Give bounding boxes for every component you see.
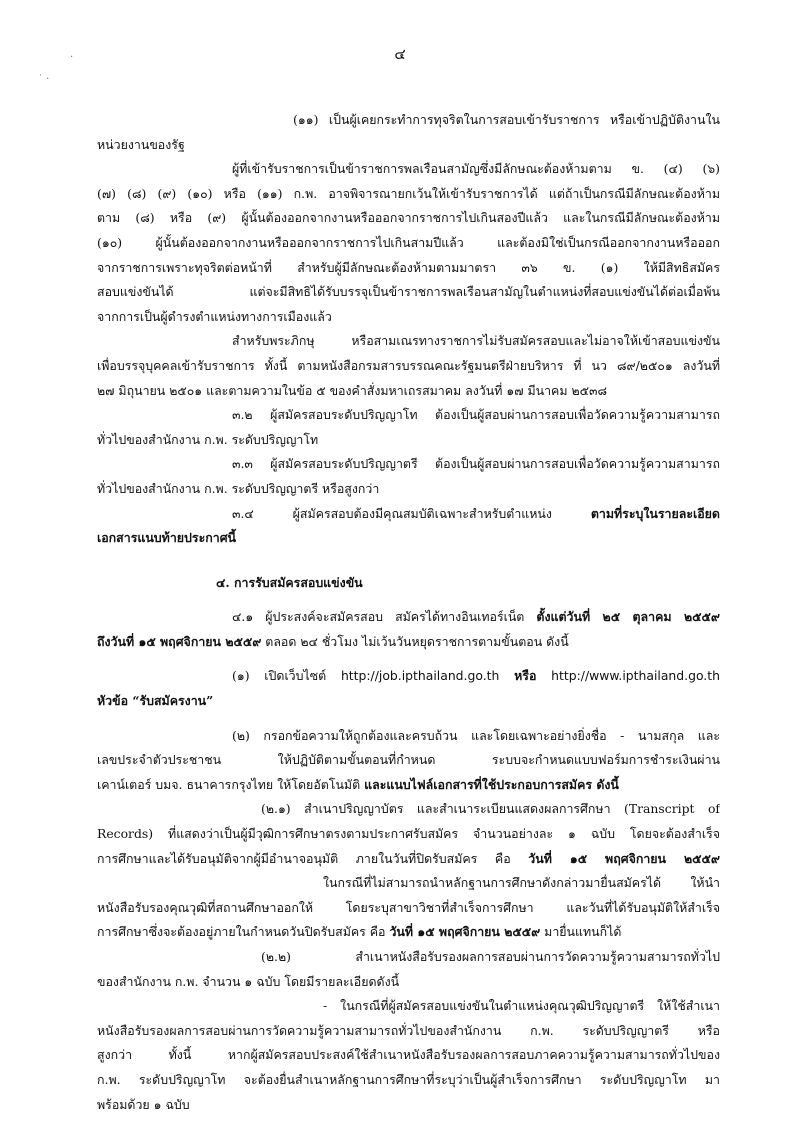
exemption-line-2: (๗) (๘) (๙) (๑๐) หรือ (๑๑) ก.พ. อาจพิจารณายกเว้นให้เข้ารับราชการได้ แต่ถ้าเป็นกรณีมีลักษณะต้องห้าม: [97, 185, 720, 201]
clause-3-4-text: ๓.๔ ผู้สมัครสอบต้องมีคุณสมบัติเฉพาะสำหรับตำแหน่ง: [232, 505, 552, 521]
clause-11-line-2: หน่วยงานของรัฐ: [97, 136, 185, 152]
exemption-line-6: สอบแข่งขันได้ แต่จะมีสิทธิได้รับบรรจุเป็นข้าราชการพลเรือนสามัญในตำแหน่งที่สอบแข่งขันได้ต่อเมื่อพ้น: [97, 284, 720, 300]
item-2-1-deadline-text: การศึกษาและได้รับอนุมัติจากผู้มีอำนาจอนุมัติ ภายในวันที่ปิดรับสมัคร คือ: [97, 850, 511, 866]
clause-3-3-line-2: ทั่วไปของสำนักงาน ก.พ. ระดับปริญญาตรี หรือสูงกว่า: [97, 480, 380, 496]
page-number: ๔: [394, 45, 406, 63]
item-2-1-line-1: (๒.๑) สำเนาปริญญาบัตร และสำเนาระเบียนแสดงผลการศึกษา (Transcript of: [261, 801, 720, 817]
application-start-date: ตั้งแต่วันที่ ๒๕ ตุลาคม ๒๕๕๙: [536, 609, 720, 625]
item-2-1-line-2: Records) ที่แสดงว่าเป็นผู้มีวุฒิการศึกษาตรงตามประกาศรับสมัคร จำนวนอย่างละ ๑ ฉบับ โดยจะต้องสำเร็จ: [97, 826, 720, 842]
step-2-counter-text: เคาน์เตอร์ บมจ. ธนาคารกรุงไทย ให้โดยอัตโนมัติ: [97, 776, 361, 792]
item-2-1-line-6: [0, 920, 720, 945]
step-1-prefix: (๑) เปิดเว็บไซต์: [232, 668, 327, 684]
item-2-1-line-4: ในกรณีที่ไม่สามารถนำหลักฐานการศึกษาดังกล่าวมายื่นสมัครได้ ให้นำ: [323, 875, 720, 891]
item-2-1-line-3: [0, 847, 720, 872]
step-2-attach-text: และแนบไฟล์เอกสารที่ใช้ประกอบการสมัคร ดังนี้: [364, 776, 619, 792]
closing-date: วันที่ ๑๕ พฤศจิกายน ๒๕๕๙: [528, 850, 720, 866]
clause-4-1-line-1: [0, 605, 720, 630]
item-2-2-line-6: ก.พ. ระดับปริญญาโท จะต้องยื่นสำเนาหลักฐานการศึกษาที่ระบุว่าเป็นผู้สำเร็จการศึกษา ระดับปริญญาโท มา: [97, 1071, 720, 1087]
closing-date-2: วันที่ ๑๕ พฤศจิกายน ๒๕๕๙: [389, 924, 541, 940]
section-4-heading: ๔. การรับสมัครสอบแข่งขัน: [216, 574, 363, 590]
exemption-line-1: ผู้ที่เข้ารับราชการเป็นข้าราชการพลเรือนสามัญซึ่งมีลักษณะต้องห้ามตาม ข. (๔) (๖): [232, 161, 720, 177]
item-2-2-line-3: - ในกรณีที่ผู้สมัครสอบแข่งขันในตำแหน่งคุณวุฒิปริญญาตรี ให้ใช้สำเนา: [323, 998, 720, 1014]
exemption-line-4: (๑๐) ผู้นั้นต้องออกจากงานหรือออกจากราชการไปเกินสามปีแล้ว และต้องมิใช่เป็นกรณีออกจากงานหรือออก: [97, 234, 720, 250]
clause-4-1-text: ๔.๑ ผู้ประสงค์จะสมัครสอบ สมัครได้ทางอินเทอร์เน็ต: [232, 609, 525, 625]
main-website-link[interactable]: http://www.ipthailand.go.th: [551, 668, 720, 684]
step-1-or: หรือ: [514, 668, 537, 684]
clause-3-2-line-1: ๓.๒ ผู้สมัครสอบระดับปริญญาโท ต้องเป็นผู้สอบผ่านการสอบเพื่อวัดความรู้ความสามารถ: [232, 407, 720, 423]
step-2-line-1: (๒) กรอกข้อความให้ถูกต้องและครบถ้วน และโดยเฉพาะอย่างยิ่งชื่อ - นามสกุล และ: [232, 727, 720, 743]
exemption-line-5: จากราชการเพราะทุจริตต่อหน้าที่ สำหรับผู้มีลักษณะต้องห้ามตามมาตรา ๓๖ ข. (๑) ให้มีสิทธิสมัคร: [97, 259, 720, 275]
job-website-link[interactable]: http://job.ipthailand.go.th: [340, 668, 500, 684]
item-2-1-within-text: การศึกษาซึ่งจะต้องอยู่ภายในกำหนดวันปิดรับสมัคร คือ: [97, 924, 386, 940]
clause-4-1-hours: ตลอด ๒๔ ชั่วโมง ไม่เว้นวันหยุดราชการตามขั้นตอน ดังนี้: [265, 633, 569, 649]
item-2-1-tail: มายื่นแทนก็ได้: [544, 924, 622, 940]
monk-line-2: เพื่อบรรจุบุคคลเข้ารับราชการ ทั้งนี้ ตามหนังสือกรมสารบรรณคณะรัฐมนตรีฝ่ายบริหาร ที่ นว ๘๙/๒๕๐๑ ลงวันที่: [97, 357, 720, 373]
step-2-line-3: [0, 773, 720, 798]
step-1-line-2: หัวข้อ “รับสมัครงาน”: [97, 693, 214, 709]
exemption-line-7: จากการเป็นผู้ดำรงตำแหน่งทางการเมืองแล้ว: [97, 308, 332, 324]
item-2-2-line-7: พร้อมด้วย ๑ ฉบับ: [97, 1096, 190, 1112]
application-end-date: ถึงวันที่ ๑๕ พฤศจิกายน ๒๕๕๙: [97, 633, 262, 649]
exemption-line-3: ตาม (๘) หรือ (๙) ผู้นั้นต้องออกจากงานหรือออกจากราชการไปเกินสองปีแล้ว และในกรณีมีลักษณะต้องห้าม: [97, 210, 720, 226]
clause-3-4-line-1: [0, 502, 720, 527]
document-body: [0, 108, 800, 1117]
monk-line-1: สำหรับพระภิกษุ หรือสามเณรทางราชการไม่รับสมัครสอบและไม่อาจให้เข้าสอบแข่งขัน: [232, 333, 720, 349]
item-2-1-line-5: หนังสือรับรองคุณวุฒิที่สถานศึกษาออกให้ โดยระบุสาขาวิชาที่สำเร็จการศึกษา และวันที่ได้รับอนุมัติให้สำเร็จ: [97, 899, 720, 915]
item-2-2-line-2: ของสำนักงาน ก.พ. จำนวน ๑ ฉบับ โดยมีรายละเอียดดังนี้: [97, 973, 400, 989]
clause-3-4-line-2: เอกสารแนบท้ายประกาศนี้: [97, 530, 237, 546]
scan-speck: ˙ ·: [38, 74, 50, 85]
scan-speck: ·: [70, 52, 74, 63]
clause-3-4-emphasis: ตามที่ระบุในรายละเอียด: [590, 505, 720, 521]
clause-3-3-line-1: ๓.๓ ผู้สมัครสอบระดับปริญญาตรี ต้องเป็นผู้สอบผ่านการสอบเพื่อวัดความรู้ความสามารถ: [232, 456, 720, 472]
step-1-line-1: [0, 664, 720, 689]
clause-4-1-line-2: [0, 630, 720, 655]
monk-line-3: ๒๗ มิถุนายน ๒๕๐๑ และตามความในข้อ ๕ ของคำสั่งมหาเถรสมาคม ลงวันที่ ๑๗ มีนาคม ๒๕๓๘: [97, 382, 608, 398]
step-2-line-2: เลขประจำตัวประชาชน ให้ปฏิบัติตามขั้นตอนที่กำหนด ระบบจะกำหนดแบบฟอร์มการชำระเงินผ่าน: [97, 752, 720, 768]
clause-3-2-line-2: ทั่วไปของสำนักงาน ก.พ. ระดับปริญญาโท: [97, 431, 319, 447]
item-2-2-line-1: (๒.๒) สำเนาหนังสือรับรองผลการสอบผ่านการวัดความรู้ความสามารถทั่วไป: [261, 949, 720, 964]
item-2-2-line-5: สูงกว่า ทั้งนี้ หากผู้สมัครสอบประสงค์ใช้สำเนาหนังสือรับรองผลการสอบภาคความรู้ความสามารถทั่วไปของ: [97, 1047, 720, 1063]
item-2-2-line-4: หนังสือรับรองผลการสอบผ่านการวัดความรู้ความสามารถทั่วไปของสำนักงาน ก.พ. ระดับปริญญาตรี หรือ: [97, 1022, 720, 1038]
clause-11-line-1: (๑๑) เป็นผู้เคยกระทำการทุจริตในการสอบเข้ารับราชการ หรือเข้าปฏิบัติงานใน: [293, 112, 720, 127]
